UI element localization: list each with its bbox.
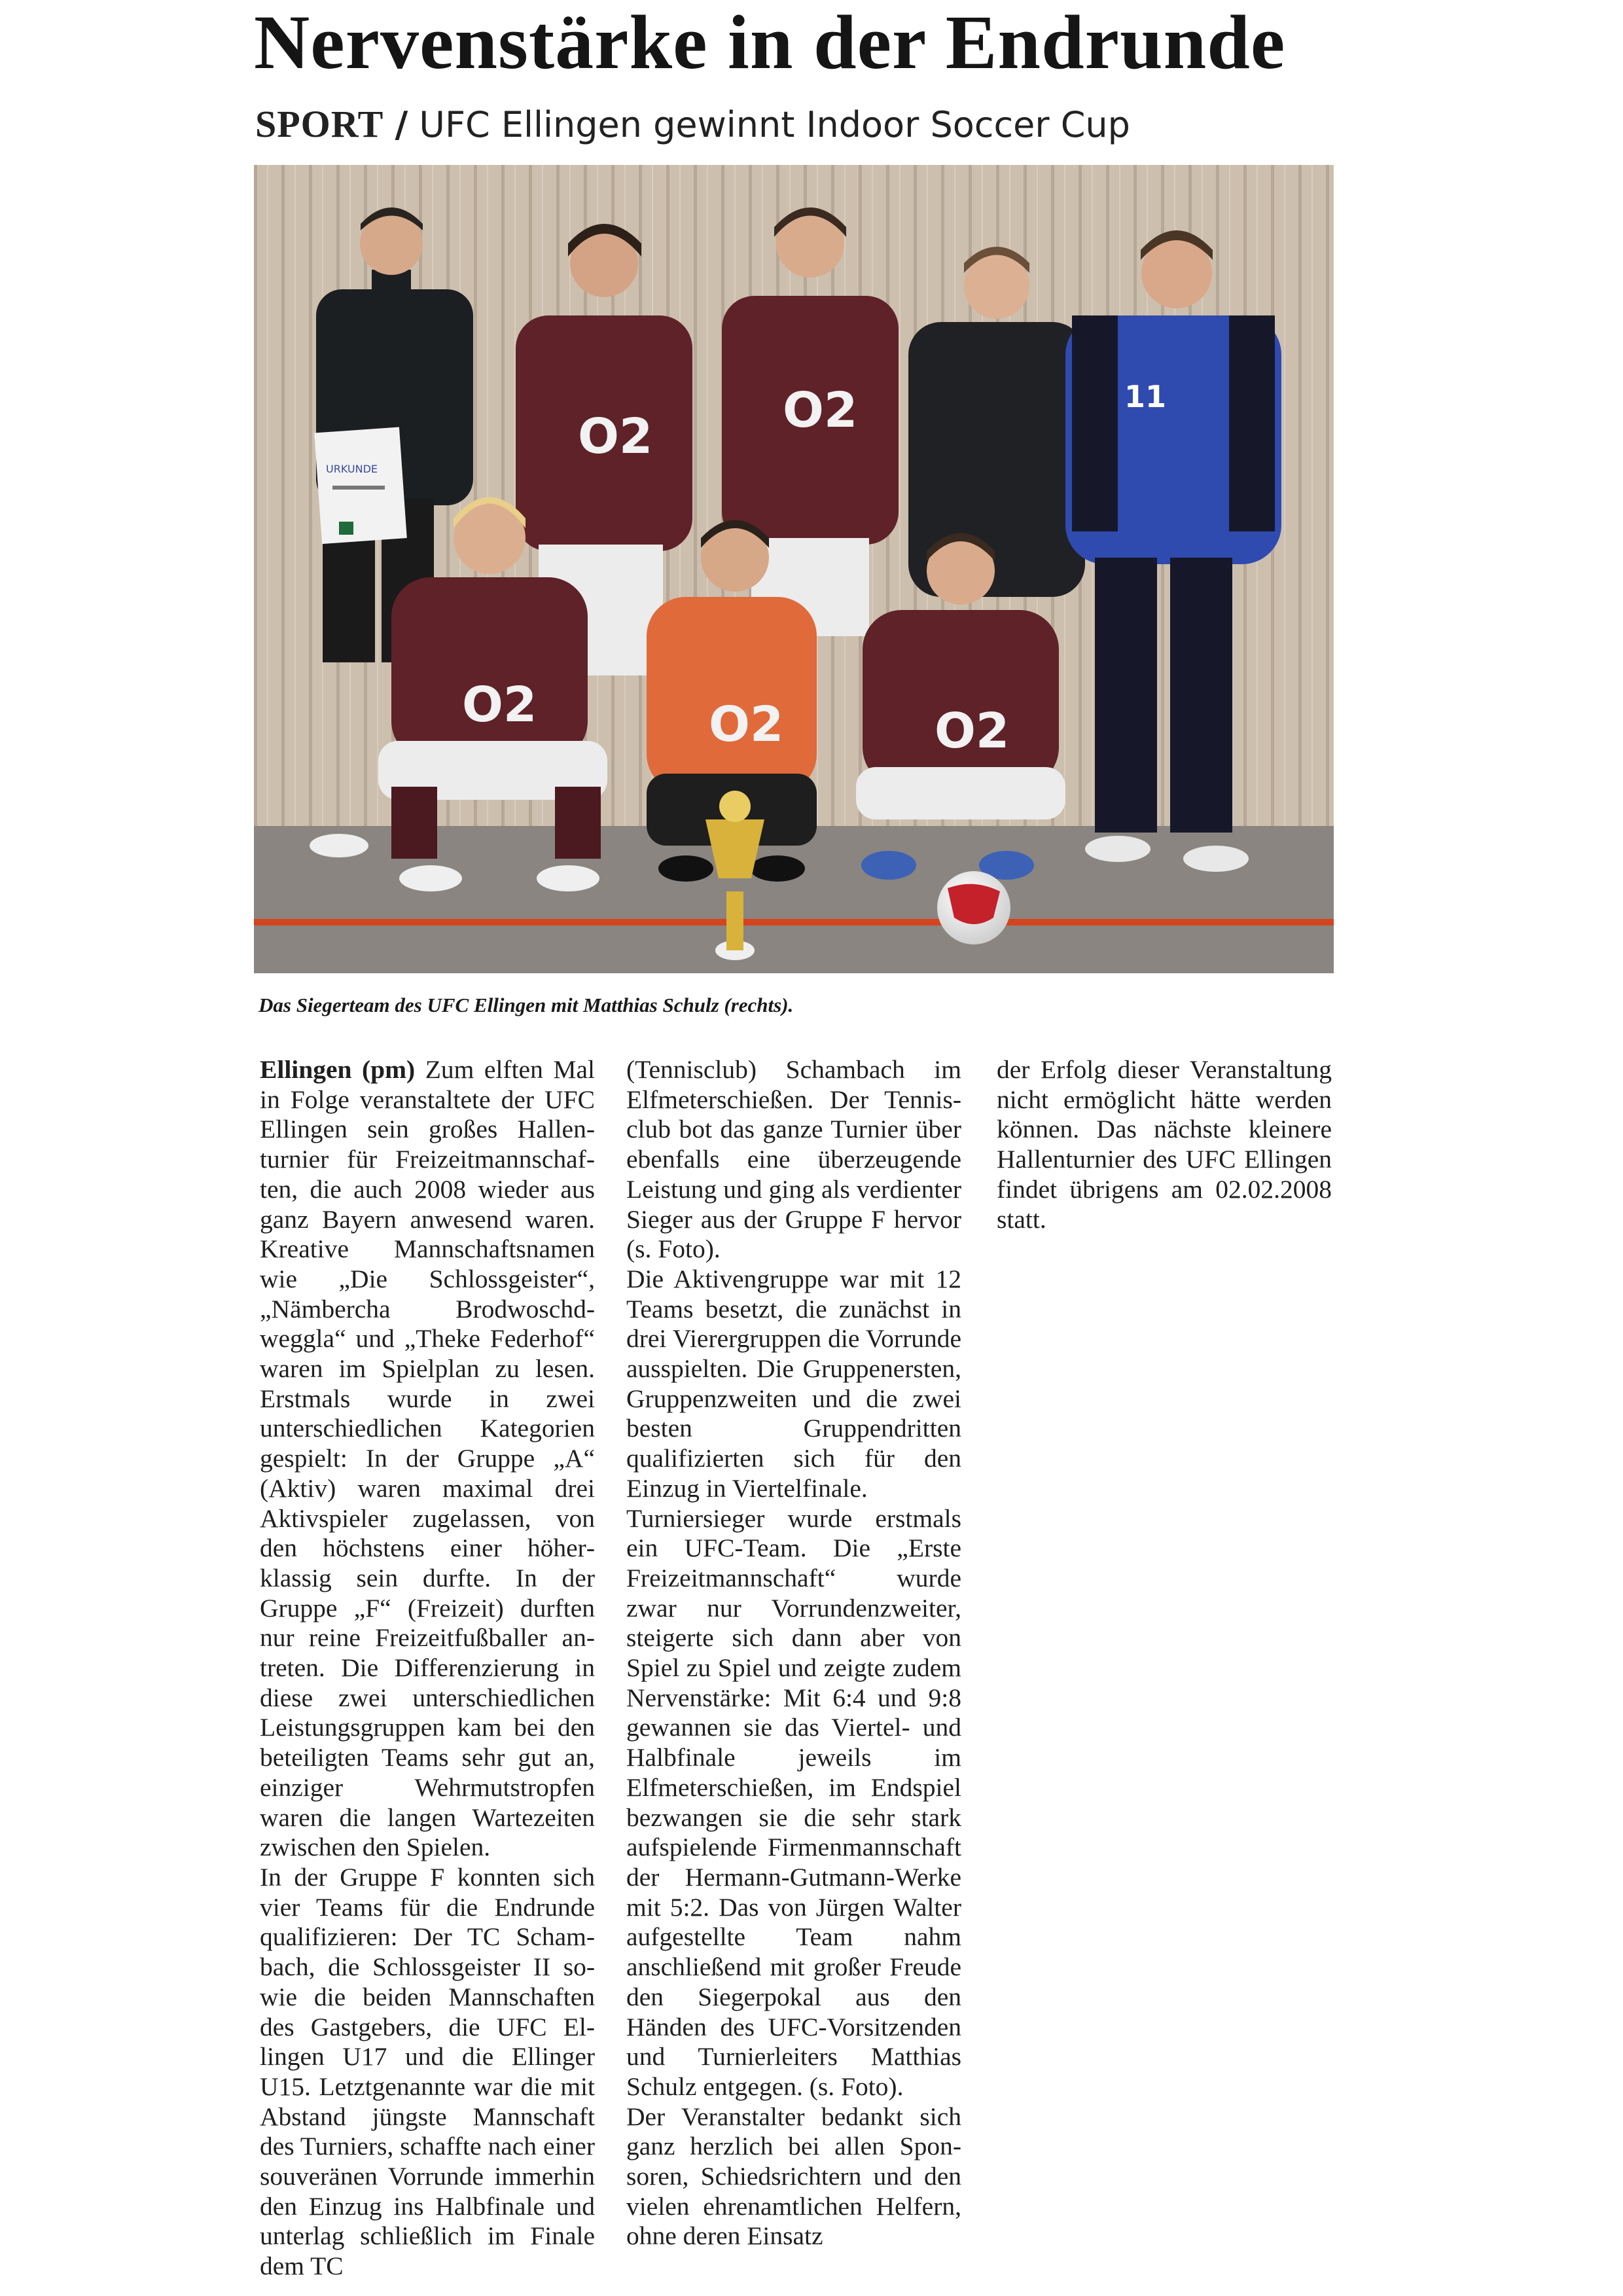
subheadline-text: UFC Ellingen gewinnt Indoor Soccer Cup — [419, 104, 1130, 145]
jersey-logo-o2-4: O2 — [709, 696, 784, 753]
headline: Nervenstärke in der Endrunde — [254, 0, 1286, 85]
kicker-separator: / — [395, 104, 408, 145]
article-paragraph: Turniersieger wurde erstmals ein UFC-Team. Die „Erste Freizeitmannschaft“ wurde zwar nur Vorrundenzweiter, steigerte sich dann aber von Spiel zu Spiel und zeigte zudem Nervenstärke: Mit 6:4 und 9:8 gewannen sie das Viertel- und Halbfinale jeweils im Elfmeterschießen, im Endspiel bezwangen sie die sehr stark aufspielende Firmenmannschaft der Hermann-Gutmann-Werke mit 5:2. Das von Jürgen Walter aufgestellte Team nahm anschließend mit großer Freude den Siegerpokal aus den Händen des UFC-Vorsitzenden und Turnierleiters Matthias Schulz entgegen. (s. Foto). — [626, 1503, 961, 2101]
certificate-title: URKUNDE — [326, 463, 378, 475]
jersey-logo-o2: O2 — [578, 408, 653, 465]
certificate — [314, 427, 407, 544]
team-photo — [254, 165, 1334, 973]
article-paragraph — [260, 1055, 595, 1863]
article-paragraph: (Tennisclub) Schambach im Elfmeterschießen. Der Tennisclub bot das ganze Turnier über ebenfalls eine überzeugende Leistung und ging als verdienter Sieger aus der Gruppe F hervor (s. Foto). — [626, 1055, 961, 1264]
photo-caption: Das Siegerteam des UFC Ellingen mit Matthias Schulz (rechts). — [259, 994, 794, 1016]
article-column-1 — [260, 1055, 595, 2282]
jersey-logo-o2-2: O2 — [783, 382, 858, 439]
tracksuit-number: 11 — [1124, 379, 1167, 414]
article-paragraph: Der Veranstalter bedankt sich ganz herzlich bei allen Sponsoren, Schiedsrichtern und den vielen ehrenamtlichen Helfern, ohne deren Einsatz — [626, 2102, 961, 2251]
article-paragraph: Die Aktivengruppe war mit 12 Teams besetzt, die zunächst in drei Vierergruppen die Vorrunde ausspielten. Die Gruppenersten, Gruppenzweiten und die zwei besten Gruppendritten qualifizierten sich für den Einzug in Viertelfinale. — [626, 1264, 961, 1503]
floor-line — [254, 919, 1334, 925]
article-column-3 — [997, 1055, 1332, 1234]
jersey-logo-o2-3: O2 — [462, 677, 537, 733]
team-photo-illustration — [254, 165, 1334, 973]
section-kicker: SPORT — [255, 103, 384, 145]
subheadline — [255, 98, 1368, 151]
article-paragraph: der Erfolg dieser Veranstaltung nicht ermöglicht hätte werden können. Das nächste kleinere Hallenturnier des UFC Ellingen findet übrigens am 02.02.2008 statt. — [997, 1055, 1332, 1234]
paragraph-text: Zum elften Mal in Folge veranstaltete der UFC Ellingen sein großes Hallenturnier für Freizeitmannschaften, die auch 2008 wieder aus ganz Bayern anwesend waren. Kreative Mannschaftsnamen wie „Die Schlossgeister“, „Nämbercha Brodwoschdweggla“ und „Theke Federhof“ waren im Spielplan zu lesen. Erstmals wurde in zwei unterschiedlichen Kategorien gespielt: In der Gruppe „A“ (Aktiv) waren maximal drei Aktivspieler zugelassen, von den höchstens einer höherklassig sein durfte. In der Gruppe „F“ (Freizeit) durften nur reine Freizeitfußballer antreten. Die Differenzierung in diese zwei unterschiedlichen Leistungsgruppen kam bei den beteiligten Teams sehr gut an, einziger Wehrmutstropfen waren die langen Wartezeiten zwischen den Spielen. — [260, 1055, 595, 1862]
dateline: Ellingen (pm) — [260, 1055, 416, 1084]
article-paragraph: In der Gruppe F konnten sich vier Teams für die Endrunde qualifizieren: Der TC Schambach, die Schlossgeister II sowie die beiden Mannschaften des Gastgebers, die UFC Ellingen U17 und die Ellinger U15. Letztgenannte war die mit Abstand jüngste Mannschaft des Turniers, schaffte nach einer souveränen Vorrunde immerhin den Einzug ins Halbfinale und unterlag schließlich im Finale dem TC — [260, 1862, 595, 2281]
football — [937, 871, 1010, 944]
article-column-2 — [626, 1055, 961, 2251]
jersey-logo-o2-5: O2 — [935, 703, 1010, 759]
